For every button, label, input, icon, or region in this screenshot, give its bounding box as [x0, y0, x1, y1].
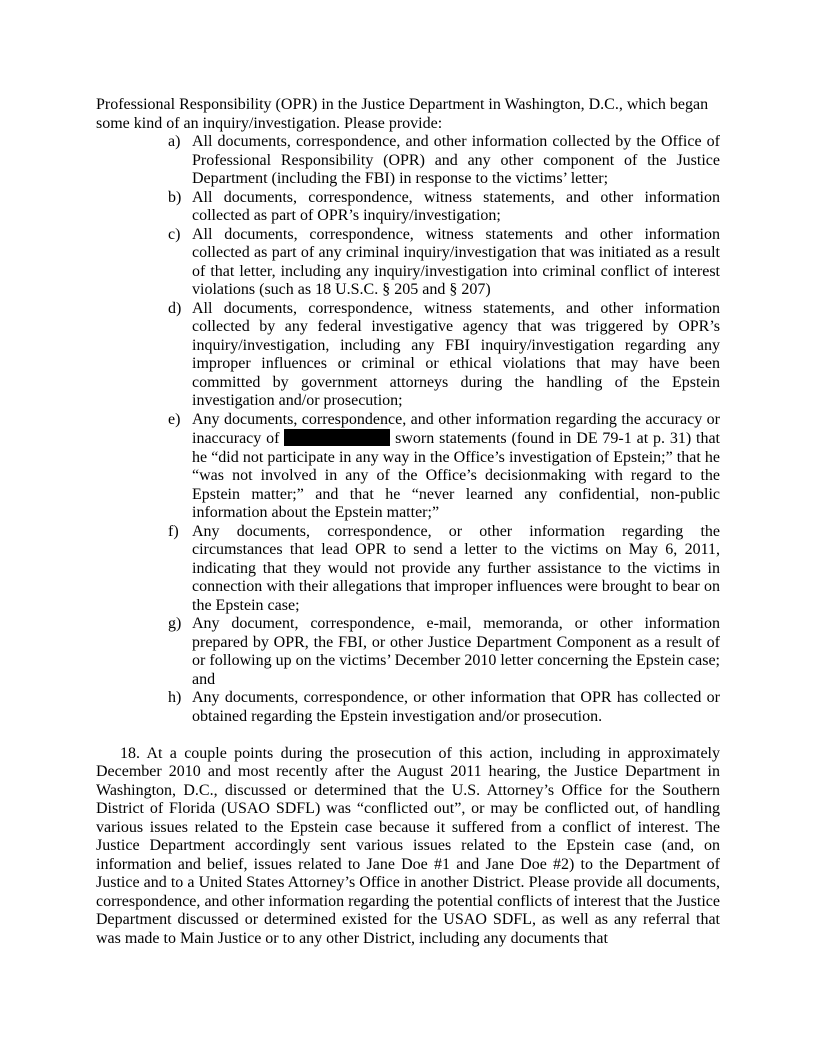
list-item	[96, 226, 720, 300]
document-page	[96, 96, 720, 948]
item-text-after-redaction: sworn statements (found in DE 79-1 at p. 31) that he “did not participate in any way in the Office’s investigation of Epstein;” that he “was not involved in any of the Office’s decisionmaking with regard to the Epstein matter;” and that he “never learned any confidential, non-public information about the Epstein matter;”	[192, 430, 720, 521]
list-item	[96, 300, 720, 411]
request-list	[96, 133, 720, 726]
item-text: All documents, correspondence, and other information collected by the Office of Professional Responsibility (OPR) and any other component of the Justice Department (including the FBI) in response to the victims’ letter;	[192, 133, 720, 187]
list-item	[96, 133, 720, 189]
redaction-box	[284, 429, 390, 446]
list-item	[96, 689, 720, 726]
item-marker: g)	[168, 615, 182, 632]
item-text: Any document, correspondence, e-mail, memoranda, or other information prepared by OPR, the FBI, or other Justice Department Component as a result of or following up on the victims’ December 2010 letter concerning the Epstein case; and	[192, 615, 720, 688]
item-marker: b)	[168, 188, 182, 206]
list-item	[96, 189, 720, 226]
item-text: All documents, correspondence, witness statements and other information collected as part of any criminal inquiry/investigation that was initiated as a result of that letter, including any inquiry/investigation into criminal conflict of interest violations (such as 18 U.S.C. § 205 and § 207)	[192, 225, 720, 298]
item-text-before-redaction: Any documents, correspondence, and other information regarding the accuracy or inaccuracy of	[192, 410, 720, 447]
item-marker: f)	[168, 522, 179, 540]
item-text: All documents, correspondence, witness statements, and other information collected by any federal investigative agency that was triggered by OPR’s inquiry/investigation, including any FBI inquiry/investigation regarding any improper influences or criminal or ethical violations that may have been committed by government attorneys during the handling of the Epstein investigation and/or prosecution;	[192, 299, 720, 409]
item-text: Any documents, correspondence, or other information regarding the circumstances that lead OPR to send a letter to the victims on May 6, 2011, indicating that they would not provide any further assistance to the victims in connection with their allegations that improper influences were brought to bear on the Epstein case;	[192, 522, 720, 614]
item-marker: c)	[168, 225, 181, 243]
list-item	[96, 411, 720, 523]
item-marker: h)	[168, 689, 182, 706]
item-text: All documents, correspondence, witness statements, and other information collected as part of OPR’s inquiry/investigation;	[192, 188, 720, 224]
paragraph-18: 18. At a couple points during the prosecution of this action, including in approximately December 2010 and most recently after the August 2011 hearing, the Justice Department in Washington, D.C., discussed or determined that the U.S. Attorney’s Office for the Southern District of Florida (USAO SDFL) was “conflicted out”, or may be conflicted out, of handling various issues related to the Epstein case because it suffered from a conflict of interest. The Justice Department accordingly sent various issues related to the Epstein case (and, on information and belief, issues related to Jane Doe #1 and Jane Doe #2) to the Department of Justice and to a United States Attorney’s Office in another District. Please provide all documents, correspondence, and other information regarding the potential conflicts of interest that the Justice Department discussed or determined existed for the USAO SDFL, as well as any referral that was made to Main Justice or to any other District, including any documents that	[96, 744, 720, 947]
list-item	[96, 615, 720, 689]
item-marker: a)	[168, 133, 181, 150]
item-text: Any documents, correspondence, or other information that OPR has collected or obtained regarding the Epstein investigation and/or prosecution.	[192, 689, 720, 725]
list-item	[96, 523, 720, 616]
intro-paragraph: Professional Responsibility (OPR) in the Justice Department in Washington, D.C., which began some kind of an inquiry/investigation. Please provide:	[96, 96, 709, 132]
item-marker: d)	[168, 299, 182, 317]
item-marker: e)	[168, 410, 181, 428]
